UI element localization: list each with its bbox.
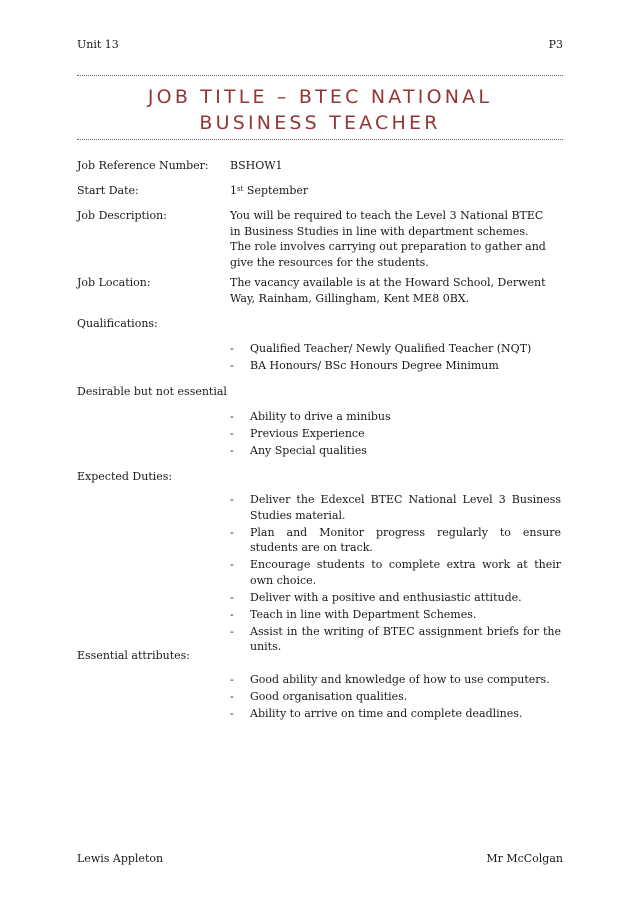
list-item [230,525,561,556]
header-page-code: P3 [548,38,563,51]
list-item [230,426,561,442]
bullet-dash: - [230,558,234,572]
bullet-dash: - [230,673,234,686]
attributes-label: Essential attributes: [77,649,191,662]
desirable-list [230,409,561,460]
job-description-value: You will be required to teach the Level 3 National BTEC in Business Studies in line with department schemes. The role involves carrying out preparation to gather and give the resources for the students. [230,209,546,269]
bullet-dash: - [230,410,234,423]
job-reference-value: BSHOW1 [230,159,283,172]
list-item-text: Ability to arrive on time and complete deadlines. [250,707,523,721]
list-item [230,409,561,425]
job-location-value: The vacancy available is at the Howard School, Derwent Way, Rainham, Gillingham, Kent ME8 0BX. [230,276,546,305]
start-date-month: September [243,184,309,197]
title-top-rule [77,75,563,76]
header-unit: Unit 13 [77,38,119,51]
list-item [230,624,561,655]
list-item [230,590,561,606]
list-item-text: Any Special qualities [250,444,367,458]
list-item [230,358,561,374]
list-item-text: Previous Experience [250,427,365,441]
job-location-label: Job Location: [77,276,151,289]
bullet-dash: - [230,690,234,704]
bullet-dash: - [230,359,234,373]
list-item-text: Plan and Monitor progress regularly to ensure students are on track. [250,525,561,555]
list-item [230,706,561,722]
start-date-label: Start Date: [77,184,139,197]
list-item-text: Deliver with a positive and enthusiastic attitude. [250,590,522,604]
list-item [230,557,561,588]
job-description-label: Job Description: [77,209,167,222]
job-title-line2: BUSINESS TEACHER [199,112,441,134]
duties-label: Expected Duties: [77,470,173,483]
list-item-text: Teach in line with Department Schemes. [250,607,477,621]
footer-teacher-name: Mr McColgan [486,852,563,865]
list-item [230,341,561,357]
bullet-dash: - [230,607,234,621]
list-item [230,492,561,523]
desirable-label: Desirable but not essential [77,385,227,398]
qualifications-label: Qualifications: [77,317,158,330]
job-title-line1: JOB TITLE – BTEC NATIONAL [147,86,493,108]
list-item-text: BA Honours/ BSc Honours Degree Minimum [250,359,499,373]
list-item [230,443,561,459]
list-item-text: Deliver the Edexcel BTEC National Level 3 Business Studies material. [250,493,561,522]
attributes-list [230,672,561,723]
list-item-text: Assist in the writing of BTEC assignment briefs for the units. [250,624,561,654]
bullet-dash: - [230,427,234,441]
bullet-dash: - [230,493,234,506]
job-title [77,84,563,136]
bullet-dash: - [230,525,234,539]
footer-student-name: Lewis Appleton [77,852,164,865]
list-item-text: Qualified Teacher/ Newly Qualified Teacher (NQT) [250,342,532,355]
list-item-text: Good organisation qualities. [250,690,408,704]
start-date-ordinal: st [237,185,244,193]
bullet-dash: - [230,444,234,458]
list-item [230,672,561,688]
job-reference-label: Job Reference Number: [77,159,209,172]
title-bottom-rule [77,139,563,140]
duties-list [230,492,561,657]
bullet-dash: - [230,342,234,355]
list-item-text: Encourage students to complete extra work at their own choice. [250,558,561,587]
list-item [230,607,561,623]
bullet-dash: - [230,590,234,604]
list-item-text: Good ability and knowledge of how to use computers. [250,673,550,686]
start-date-day: 1 [230,184,237,197]
bullet-dash: - [230,707,234,721]
list-item [230,689,561,705]
qualifications-list [230,341,561,375]
start-date-value [230,183,550,199]
list-item-text: Ability to drive a minibus [250,410,391,423]
bullet-dash: - [230,624,234,638]
